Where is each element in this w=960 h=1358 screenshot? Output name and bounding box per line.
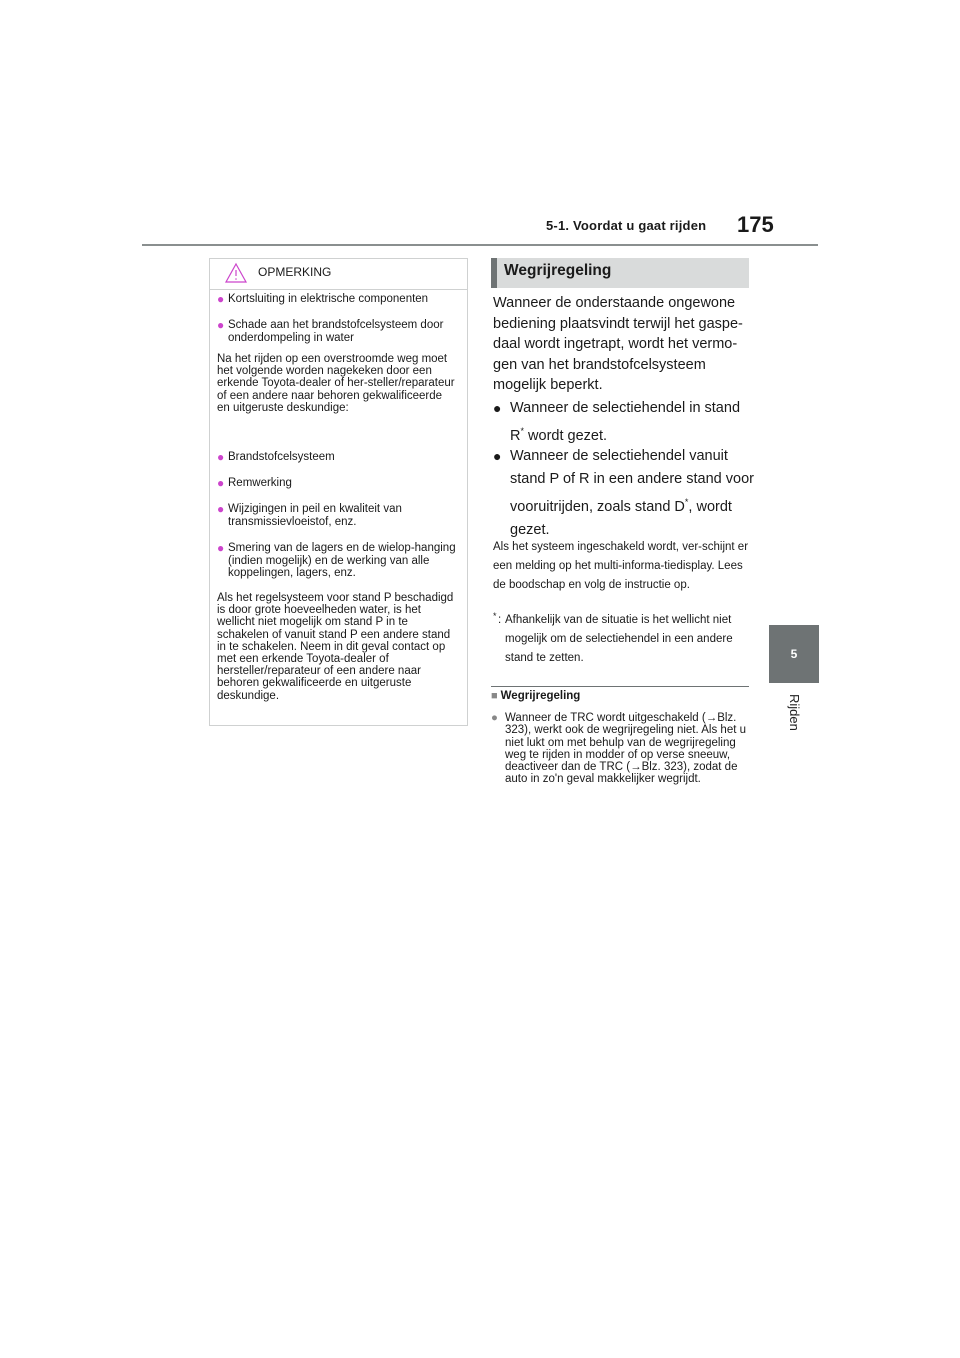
intro-paragraph: Wanneer de onderstaande ongewone bediening plaatsvindt terwijl het gaspe-daal wordt ingetrapt, wordt het vermo-gen van het brandstofcelsysteem mogelijk beperkt. bbox=[493, 295, 743, 393]
list-item: ● Wanneer de selectiehendel in stand R* wordt gezet. bbox=[493, 400, 741, 444]
list-item: ● Kortsluiting in elektrische componenten bbox=[217, 292, 429, 306]
list-item: ● Brandstofcelsysteem bbox=[217, 450, 335, 464]
footnote: * : Afhankelijk van de situatie is het wellicht niet mogelijk om de selectiehendel in een andere stand te zetten. bbox=[493, 611, 733, 664]
notice-title: OPMERKING bbox=[258, 265, 332, 279]
notice-box bbox=[209, 258, 468, 726]
chapter-label: Rijden bbox=[787, 694, 802, 731]
list-item: ● Remwerking bbox=[217, 476, 292, 490]
chapter-tab: 5 bbox=[769, 625, 819, 683]
header-divider bbox=[142, 244, 818, 246]
list-item: ● Schade aan het brandstofcelsysteem door onderdompeling in water bbox=[217, 318, 444, 344]
subsection-heading: ■ Wegrijregeling bbox=[491, 690, 581, 702]
note-paragraph: Als het systeem ingeschakeld wordt, ver-schijnt er een melding op het multi-informa-tiedisplay. Lees de boodschap en volg de instructie op. bbox=[493, 541, 749, 591]
subsection-paragraph: ● Wanneer de TRC wordt uitgeschakeld (→Blz. 323), werkt ook de wegrijregeling niet. Als het u niet lukt om met behulp van de wegrijregeling weg te rijden in modder of op verse sneeuw, deactiveer dan de TRC (→Blz. 323), zodat de auto in zo'n geval makkelijker wegrijdt. bbox=[491, 712, 746, 786]
list-item: ● Wijzigingen in peil en kwaliteit van transmissievloeistof, enz. bbox=[217, 502, 402, 528]
notice-paragraph: Als het regelsysteem voor stand P beschadigd is door grote hoeveelheden water, is het wellicht niet mogelijk om stand P in te schakelen of vanuit stand P een andere stand in te schakelen. Neem in dit geval contact op met een erkende Toyota-dealer of hersteller/reparateur of een andere naar behoren gekwalificeerde en uitgeruste deskundige. bbox=[217, 592, 454, 702]
section-heading-bar bbox=[491, 258, 749, 288]
section-heading: Wegrijregeling bbox=[504, 262, 612, 279]
section-title: 5-1. Voordat u gaat rijden bbox=[546, 218, 707, 233]
subsection-divider bbox=[491, 686, 749, 687]
notice-header bbox=[210, 259, 467, 290]
list-item: ● Wanneer de selectiehendel vanuit stand P of R in een andere stand voor vooruitrijden, zoals stand D*, wordt gezet. bbox=[493, 448, 754, 538]
notice-paragraph: Na het rijden op een overstroomde weg moet het volgende worden nagekeken door een erkende Toyota-dealer of her-steller/reparateur of een andere naar behoren gekwalificeerde en uitgeruste deskundige: bbox=[217, 353, 455, 414]
list-item: ● Smering van de lagers en de wielop-hanging (indien mogelijk) en de werking van alle koppelingen, lagers, enz. bbox=[217, 541, 456, 579]
page-number: 175 bbox=[737, 212, 774, 237]
warning-triangle-icon bbox=[224, 262, 248, 289]
